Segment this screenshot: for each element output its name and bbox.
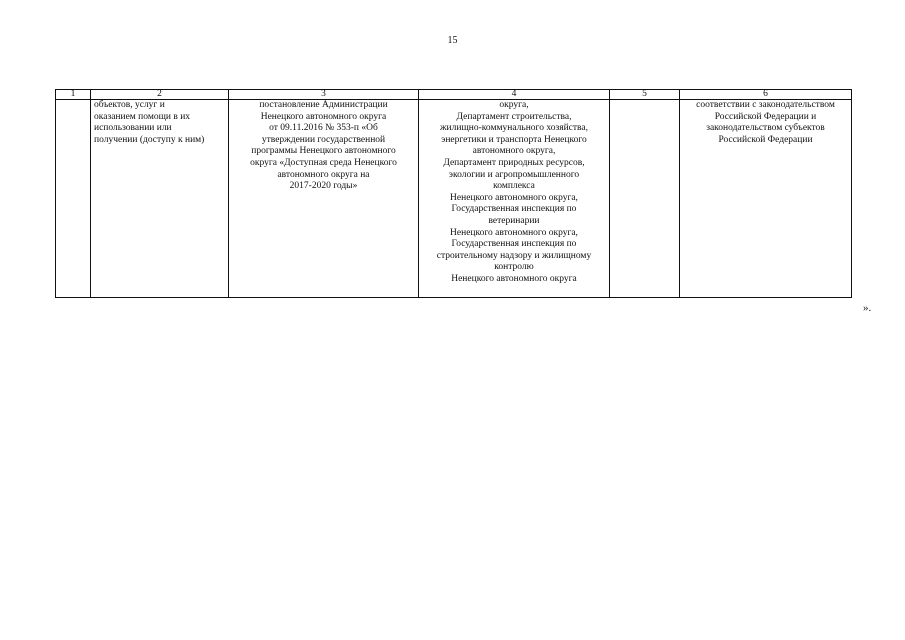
table-header-row: [56, 90, 852, 100]
column-header-4: 4: [419, 90, 610, 100]
column-header-2: 2: [91, 90, 229, 100]
cell-col-1: [56, 100, 91, 298]
cell-col-5: [610, 100, 680, 298]
cell-col-2: [91, 100, 229, 298]
document-table: [55, 89, 852, 298]
column-header-5: 5: [610, 90, 680, 100]
page-number: 15: [447, 35, 458, 46]
cell-col-3: [229, 100, 419, 298]
table-row: [56, 100, 852, 298]
column-header-1: 1: [56, 90, 91, 100]
cell-col-6: [680, 100, 852, 298]
cell-text-col-4: округа, Департамент строительства, жилищно-коммунального хозяйства, энергетики и транспорта Ненецкого автономного округа, Департамент природных ресурсов, экологии и агропромышленного комплекса Ненецкого автономного округа, Государственная инспекция по ветеринарии Ненецкого автономного округа, Государственная инспекция по строительному надзору и жилищному контролю Ненецкого автономного округа: [436, 100, 592, 284]
column-header-3: 3: [229, 90, 419, 100]
cell-text-col-2: объектов, услуг и оказанием помощи в их использовании или получении (доступу к ним): [94, 100, 205, 145]
column-header-6: 6: [680, 90, 852, 100]
cell-col-4: [419, 100, 610, 298]
cell-text-col-3: постановление Администрации Ненецкого автономного округа от 09.11.2016 № 353-п «Об утверждении государственной программы Ненецкого автономного округа «Доступная среда Ненецкого автономного округа на 2017-2020 годы»: [250, 100, 397, 192]
closing-quote-mark: ».: [863, 302, 872, 314]
cell-text-col-6: соответствии с законодательством Российской Федерации и законодательством субъектов Российской Федерации: [696, 100, 835, 145]
